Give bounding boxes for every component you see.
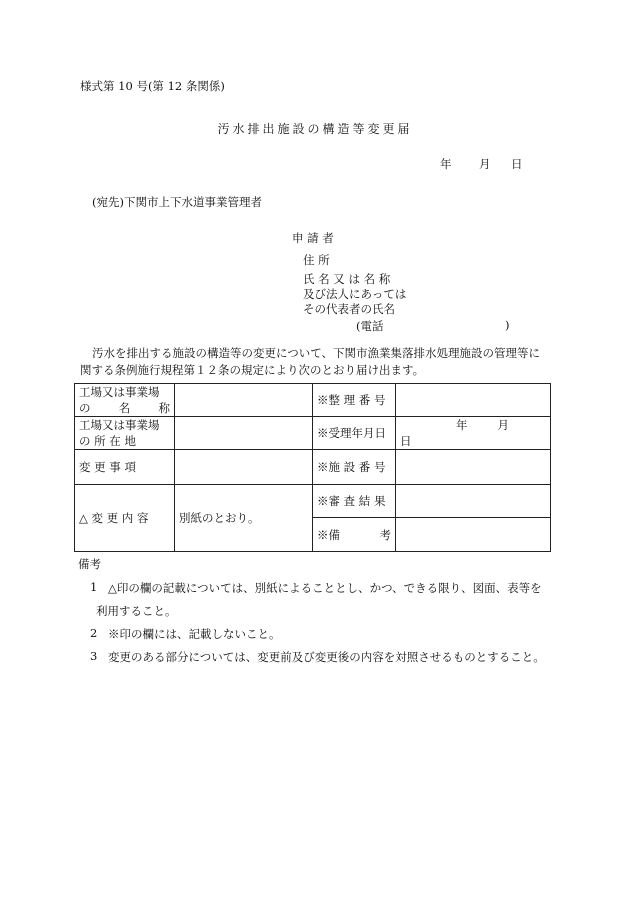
facility-location-label-line1: 工場又は事業場 (79, 418, 160, 432)
note-1-num: 1 (90, 580, 98, 594)
facility-name-label-line1: 工場又は事業場 (79, 385, 160, 399)
note-2-num: 2 (90, 626, 98, 640)
form-number: 様式第 10 号(第 12 条関係) (80, 79, 225, 93)
applicant-heading: 申 請 者 (292, 231, 334, 245)
facility-name-field[interactable] (175, 384, 313, 417)
remarks-field (396, 518, 551, 552)
note-1-line1: △印の欄の記載については、別紙によることとし、かつ、できる限り、図面、表等を (108, 581, 542, 595)
intro-line-2: 関する条例施行規程第１２条の規定により次のとおり届け出ます。 (80, 363, 425, 377)
note-3-num: 3 (90, 649, 98, 663)
facility-no-label: ※施 設 番 号 (313, 450, 396, 485)
note-1-line2: 利用すること。 (96, 604, 177, 618)
received-date-field (396, 417, 551, 450)
change-content-label: △ 変 更 内 容 (75, 485, 175, 552)
change-content-field[interactable]: 別紙のとおり。 (175, 485, 313, 552)
note-3: 変更のある部分については、変更前及び変更後の内容を対照させるものとすること。 (108, 650, 545, 664)
applicant-name-label-3: その代表者の氏名 (303, 302, 395, 316)
addressee: (宛先)下関市上下水道事業管理者 (92, 195, 262, 209)
facility-name-label-line2 (79, 400, 170, 416)
remarks-label-a: ※備 (317, 527, 340, 542)
facility-name-label (75, 384, 175, 417)
received-date-label: ※受理年月日 (313, 417, 396, 450)
received-month: 月 (497, 418, 509, 432)
facility-name-l2b: 名 (118, 401, 131, 415)
review-result-field (396, 485, 551, 518)
facility-location-label-line2: の 所 在 地 (79, 434, 136, 448)
received-year: 年 (456, 418, 468, 432)
form-table (74, 383, 551, 552)
facility-name-l2c: 称 (158, 401, 170, 415)
review-result-label: ※審 査 結 果 (313, 485, 396, 518)
facility-location-label (75, 417, 175, 450)
date-day: 日 (511, 157, 523, 171)
applicant-name-label-2: 及び法人にあっては (303, 287, 407, 301)
applicant-name-label-1: 氏 名 又 は 名 称 (303, 272, 391, 286)
note-2: ※印の欄には、記載しないこと。 (108, 627, 281, 641)
change-items-field[interactable] (175, 450, 313, 485)
reg-no-field (396, 384, 551, 417)
date-month: 月 (479, 157, 491, 171)
facility-no-field (396, 450, 551, 485)
facility-location-field[interactable] (175, 417, 313, 450)
date-year: 年 (440, 157, 452, 171)
reg-no-label: ※整 理 番 号 (313, 384, 396, 417)
applicant-address-label: 住 所 (303, 253, 330, 267)
facility-name-l2a: の (79, 401, 91, 415)
remarks-label-b: 考 (379, 527, 391, 542)
received-day: 日 (400, 434, 412, 448)
remarks-label (313, 518, 396, 552)
applicant-phone-close: ) (505, 318, 510, 332)
applicant-phone-label: (電話 (356, 319, 384, 333)
notes-heading: 備考 (78, 557, 101, 571)
form-title: 汚水排出施設の構造等変更届 (217, 122, 413, 136)
change-items-label: 変 更 事 項 (75, 450, 175, 485)
intro-line-1: 汚水を排出する施設の構造等の変更について、下関市漁業集落排水処理施設の管理等に (92, 346, 541, 360)
remarks-label-inner (317, 527, 391, 543)
